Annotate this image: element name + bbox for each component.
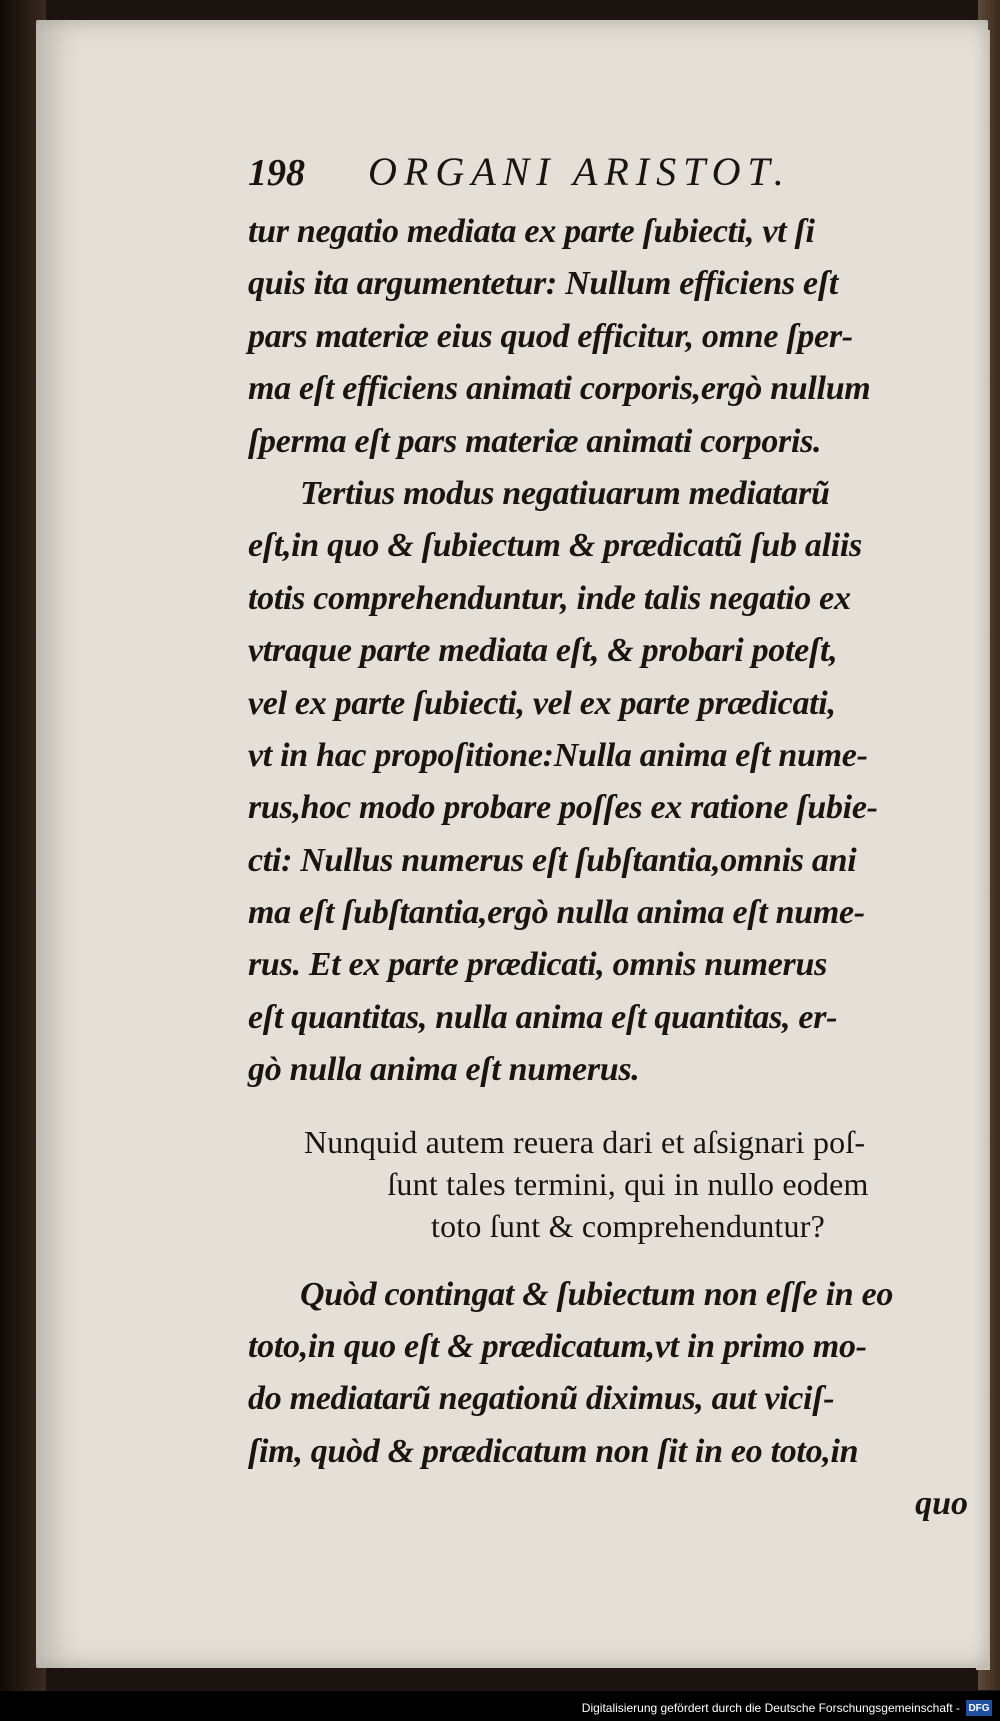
running-title: ORGANI ARISTOT.: [368, 149, 791, 194]
text-line: pars materiæ eius quod efficitur, omne ſper-: [248, 317, 853, 355]
text-line: vel ex parte ſubiecti, vel ex parte prædicati,: [248, 684, 836, 722]
text-line: rus,hoc modo probare poſſes ex ratione ſubie-: [248, 789, 878, 827]
text-line: eſt quantitas, nulla anima eſt quantitas, er-: [248, 998, 838, 1036]
dfg-logo: DFG: [966, 1700, 992, 1716]
text-line: vtraque parte mediata eſt, & probari poteſt,: [248, 632, 838, 670]
text-line: rus. Et ex parte prædicati, omnis numerus: [248, 946, 828, 984]
text-line: vt in hac propoſitione:Nulla anima eſt nume-: [248, 736, 868, 774]
text-line: quis ita argumentetur: Nullum efficiens eſt: [248, 265, 839, 303]
text-line: ma eſt efficiens animati corporis,ergò nullum: [248, 370, 871, 408]
heading-line: Nunquid autem reuera dari et aſsignari poſ-: [304, 1123, 866, 1160]
text-line: ma eſt ſubſtantia,ergò nulla anima eſt nume-: [248, 894, 865, 932]
text-line: tur negatio mediata ex parte ſubiecti, vt ſi: [248, 213, 815, 250]
text-line: gò nulla anima eſt numerus.: [248, 1051, 640, 1089]
catchword: quo: [915, 1485, 968, 1523]
book-page: [36, 20, 988, 1668]
text-line: totis comprehenduntur, inde talis negatio ex: [248, 579, 851, 617]
text-line: do mediatarũ negationũ diximus, aut viciſ-: [248, 1380, 835, 1418]
text-line: toto,in quo eſt & prædicatum,vt in primo mo-: [248, 1328, 867, 1366]
heading-line: toto ſunt & comprehenduntur?: [431, 1207, 825, 1244]
text-line: eſt,in quo & ſubiectum & prædicatũ ſub aliis: [248, 527, 862, 565]
page-number: 198: [248, 152, 305, 194]
text-block-italic: [248, 206, 1000, 1097]
question-heading: [248, 1121, 1000, 1247]
text-line: ſim, quòd & prædicatum non ſit in eo toto,in: [248, 1432, 859, 1470]
digitization-footer: [0, 1691, 1000, 1721]
page-content: [248, 148, 1000, 1530]
heading-line: ſunt tales termini, qui in nullo eodem: [387, 1165, 869, 1202]
text-block-answer: [248, 1269, 1000, 1479]
text-line: ſperma eſt pars materiæ animati corporis.: [248, 422, 822, 460]
text-line: Tertius modus negatiuarum mediatarũ: [300, 474, 830, 512]
text-line: Quòd contingat & ſubiectum non eſſe in eo: [300, 1275, 894, 1313]
page-header: [248, 148, 1000, 204]
funding-credit: Digitalisierung gefördert durch die Deutsche Forschungsgemeinschaft -: [581, 1701, 960, 1715]
text-line: cti: Nullus numerus eſt ſubſtantia,omnis ani: [248, 841, 857, 879]
